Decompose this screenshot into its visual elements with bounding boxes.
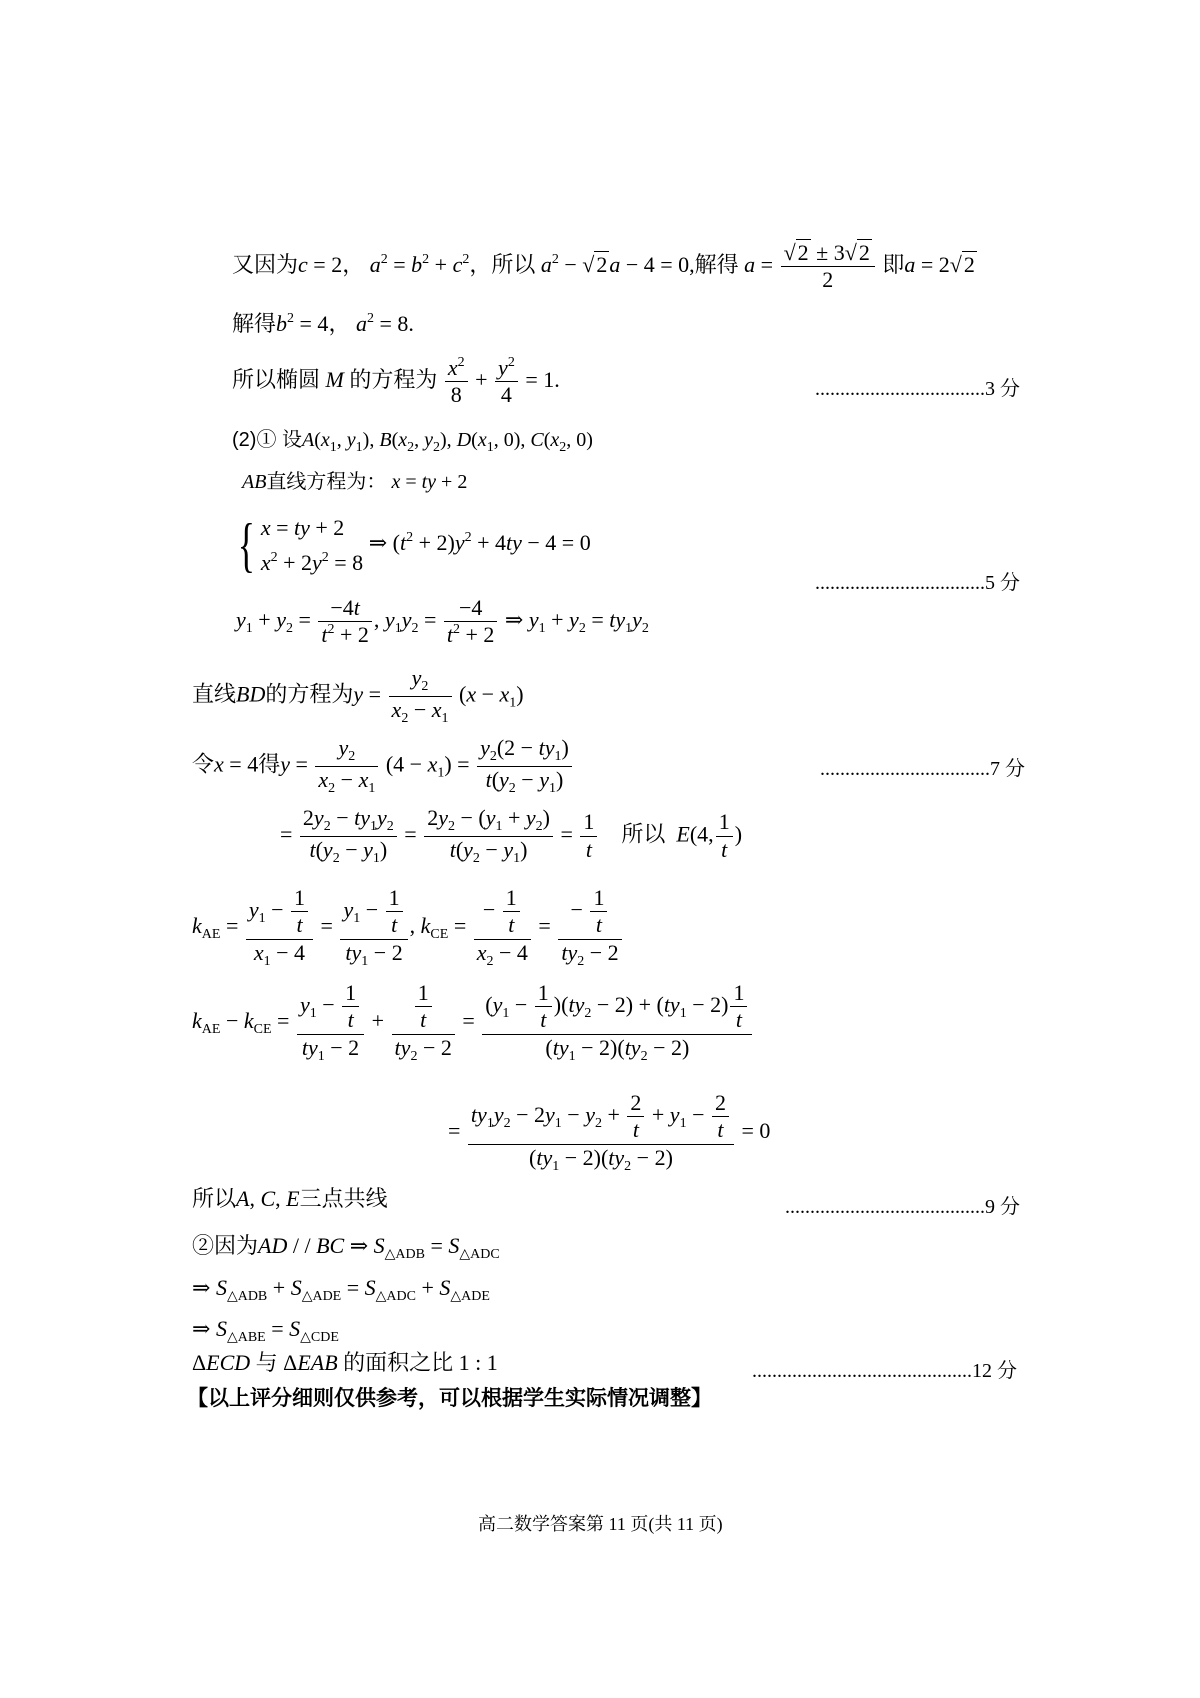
line-15: ②因为AD / / BC ⇒ $S_{\triangle ADB} = S_{\triangle ADC}$ (192, 1233, 500, 1262)
line-11: $k_{AE}$ = $y_1$ − $\frac{1}{t}$ $x_1 - 4$ = $y_1$ − $\frac{1}{t}$ $ty_1 - 2$ , $k_{CE}$ = − $\frac{1}{t}$ $x_2 - 4$ = − $\frac{1}{t}$ $ty_2 - 2$ (192, 885, 624, 971)
line-18: ΔECD 与 ΔEAB 的面积之比 1 : 1 (192, 1350, 498, 1375)
page-footer: 高二数学答案第 11 页(共 11 页) (478, 1514, 723, 1534)
line-16: ⇒ $S_{\triangle ADB} + S_{\triangle ADE} = S_{\triangle ADC} + S_{\triangle ADE}$ (192, 1275, 490, 1304)
note: 【以上评分细则仅供参考，可以根据学生实际情况调整】 (187, 1387, 712, 1410)
line-12: $k_{AE} - k_{CE}$ = $y_1$ − $\frac{1}{t}$ $ty_1 - 2$ + $\frac{\frac{1}{t}}{ty_2 - 2}$ = ($y_1$ − $\frac{1}{t}$ )$(ty_2 - 2) + (ty_1 - 2)$ $\frac{1}{t}$ $(ty_1 - 2)(ty_2 - 2)$ (192, 980, 754, 1066)
line-9: 令x = 4得y = $\frac{y_2}{x_2 - x_1}$ $(4 - x_1)$ = $\frac{y_2(2 - ty_1)}{t(y_2 - y_1)}$ (192, 735, 574, 798)
score-7: ..................................7 分 (820, 758, 1025, 780)
line-14: 所以A, C, E三点共线 (192, 1186, 388, 1211)
score-3: ..................................3 分 (815, 378, 1020, 400)
line-3: 所以椭圆 M 的方程为 $\frac{x^2}{8}$ + $\frac{y^2}{4}$ = 1. (232, 355, 560, 408)
line-4: (2)① 设$A(x_1$, $y_1$), $B(x_2$, $y_2$), $D(x_1$, 0), $C(x_2$, 0) (232, 429, 593, 455)
fraction-a: $\frac{√2 \pm 3√2}{2}$ (781, 240, 875, 294)
line-6-system: { x = ty + 2 $x^2 + 2y^2 = 8$ ⇒ $(t^2 + 2)y^2 + 4ty - 4 = 0$ (237, 512, 591, 579)
line-2: 解得$b^2 = 4$， $a^2 = 8$. (232, 311, 414, 336)
score-12: ............................................12 分 (752, 1360, 1017, 1382)
score-9: ........................................9 分 (785, 1196, 1020, 1218)
score-5: ..................................5 分 (815, 572, 1020, 594)
line-7: $y_1 + y_2$ = $\frac{-4t}{t^2 + 2}$ , $y_1y_2$ = $\frac{-4}{t^2 + 2}$ ⇒ $y_1 + y_2 = ty_1y_2$ (236, 595, 649, 648)
line-13: = $ty_1y_2 - 2y_1 - y_2$ + $\frac{2}{t}$ + $y_1$ − $\frac{2}{t}$ $(ty_1 - 2)(ty_2 - 2)$ = 0 (448, 1090, 771, 1174)
line-8: 直线BD的方程为y = $\frac{y_2}{x_2 - x_1}$ $(x - x_1)$ (192, 665, 524, 726)
line-17: ⇒ $S_{\triangle ABE} = S_{\triangle CDE}$ (192, 1316, 339, 1345)
line-10: = $\frac{2y_2 - ty_1y_2}{t(y_2 - y_1)}$ = $\frac{2y_2 - (y_1 + y_2)}{t(y_2 - y_1)}$ = $\frac{1}{t}$ 所以 E(4, $\frac{1}{t}$ ) (280, 805, 743, 866)
line-5: AB直线方程为： x = ty + 2 (242, 471, 468, 493)
line-1: 又因为c = 2， $a^2 = b^2 + c^2$，所以 $a^2 - √2a - 4 = 0$,解得 a = $\frac{√2 \pm 3√2}{2}$ 即a = 2√2 (232, 240, 975, 293)
